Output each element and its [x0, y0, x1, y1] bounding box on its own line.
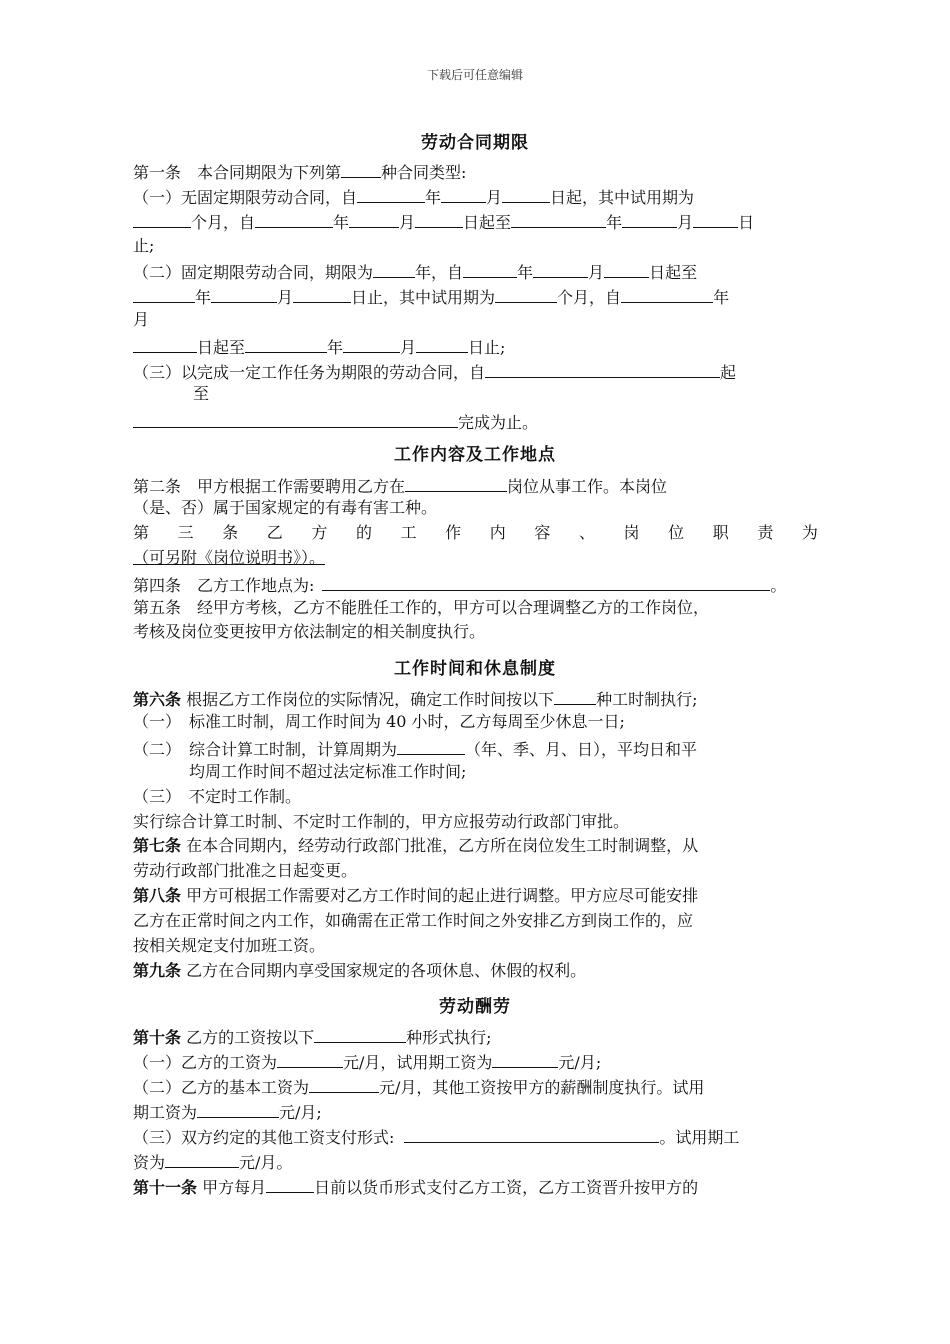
blank	[604, 260, 649, 278]
blank	[492, 1050, 558, 1068]
clause-line: （可另附《岗位说明书》）。	[133, 548, 326, 567]
article-11-line: 第十一条 甲方每月 日前以货币形式支付乙方工资，乙方工资晋升按甲方的	[133, 1175, 698, 1198]
blank	[463, 260, 517, 278]
blank	[341, 160, 381, 178]
blank	[266, 1175, 314, 1193]
blank	[211, 285, 277, 303]
blank	[441, 185, 486, 203]
blank	[322, 573, 770, 591]
blank	[245, 335, 327, 353]
clause-line: 日起至 年 月 日止;	[133, 335, 505, 358]
clause-line: 实行综合计算工时制、不定时工作制的，甲方应报劳动行政部门审批。	[133, 812, 630, 831]
article-2-line: 第二条 甲方根据工作需要聘用乙方在 岗位从事工作。本岗位	[133, 474, 667, 497]
blank	[349, 210, 399, 228]
clause-line: （一） 标准工时制，周工作时间为 40 小时，乙方每周至少休息一日;	[133, 712, 625, 731]
clause-line: （二）固定期限劳动合同，期限为 年，自 年 月 日起至	[133, 260, 697, 283]
blank	[197, 1100, 279, 1118]
article-1-line: 第一条 本合同期限为下列第 种合同类型:	[133, 160, 466, 183]
blank	[133, 285, 195, 303]
clause-line: 月	[133, 310, 150, 329]
clause-line: 考核及岗位变更按甲方依法制定的相关制度执行。	[133, 622, 486, 641]
clause-line: 资为 元/月。	[133, 1150, 292, 1173]
article-4-line: 第四条 乙方工作地点为: 。	[133, 573, 786, 596]
clause-line: 完成为止。	[133, 410, 538, 433]
article-3-line: 第 三 条 乙 方 的 工 作 内 容 、 岗 位 职 责 为	[133, 523, 818, 542]
clause-line: 均周工作时间不超过法定标准工作时间;	[189, 762, 467, 781]
blank	[405, 474, 507, 492]
blank	[277, 1050, 343, 1068]
clause-line: （三） 不定时工作制。	[133, 787, 302, 806]
blank	[309, 1075, 379, 1093]
clause-line: 按相关规定支付加班工资。	[133, 936, 326, 955]
clause-line: （二） 综合计算工时制，计算周期为 （年、季、月、日），平均日和平	[133, 737, 697, 760]
blank	[397, 737, 465, 755]
blank	[404, 1125, 659, 1143]
blank	[495, 285, 557, 303]
clause-line: 至	[193, 384, 210, 403]
blank	[373, 260, 415, 278]
clause-line: 乙方在正常时间之内工作，如确需在正常工作时间之外安排乙方到岗工作的，应	[133, 911, 694, 930]
clause-line: （一）乙方的工资为 元/月，试用期工资为 元/月;	[133, 1050, 601, 1073]
blank	[133, 410, 458, 428]
article-5-line: 第五条 经甲方考核，乙方不能胜任工作的，甲方可以合理调整乙方的工作岗位，	[133, 598, 710, 617]
blank	[357, 185, 425, 203]
blank	[693, 210, 738, 228]
clause-line: 期工资为 元/月;	[133, 1100, 322, 1123]
blank	[416, 335, 468, 353]
blank	[133, 335, 197, 353]
section-title-contract-term: 劳动合同期限	[421, 133, 529, 153]
clause-line: 个月，自 年 月 日起至 年 月 日	[133, 210, 754, 233]
article-8-line: 第八条 甲方可根据工作需要对乙方工作时间的起止进行调整。甲方应尽可能安排	[133, 886, 699, 905]
blank	[622, 210, 677, 228]
clause-line: 劳动行政部门批准之日起变更。	[133, 861, 358, 880]
blank	[314, 1025, 406, 1043]
clause-line: （一）无固定期限劳动合同，自 年 月 日起，其中试用期为	[133, 185, 694, 208]
clause-line: 止;	[133, 236, 155, 255]
blank	[533, 260, 588, 278]
clause-line: （三）以完成一定工作任务为期限的劳动合同，自 起	[133, 360, 736, 383]
section-title-work-content: 工作内容及工作地点	[394, 445, 556, 465]
clause-line: 年 月 日止，其中试用期为 个月，自 年	[133, 285, 729, 308]
blank	[621, 285, 713, 303]
blank	[133, 210, 191, 228]
blank	[554, 687, 596, 705]
blank	[485, 360, 720, 378]
article-6-line: 第六条 根据乙方工作岗位的实际情况，确定工作时间按以下 种工时制执行;	[133, 687, 698, 710]
section-title-working-hours: 工作时间和休息制度	[394, 659, 556, 679]
blank	[511, 210, 606, 228]
blank	[502, 185, 550, 203]
blank	[165, 1150, 239, 1168]
blank	[343, 335, 400, 353]
article-9-line: 第九条 乙方在合同期内享受国家规定的各项休息、休假的权利。	[133, 961, 587, 980]
section-title-remuneration: 劳动酬劳	[439, 997, 511, 1017]
clause-line: （是、否）属于国家规定的有毒有害工种。	[133, 498, 438, 517]
article-10-line: 第十条 乙方的工资按以下 种形式执行;	[133, 1025, 492, 1048]
blank	[255, 210, 333, 228]
clause-line: （三）双方约定的其他工资支付形式: 。试用期工	[133, 1125, 739, 1148]
clause-line: （二）乙方的基本工资为 元/月，其他工资按甲方的薪酬制度执行。试用	[133, 1075, 704, 1098]
article-7-line: 第七条 在本合同期内，经劳动行政部门批准，乙方所在岗位发生工时制调整，从	[133, 836, 699, 855]
blank	[293, 285, 351, 303]
blank	[415, 210, 463, 228]
page-header: 下载后可任意编辑	[426, 68, 523, 82]
